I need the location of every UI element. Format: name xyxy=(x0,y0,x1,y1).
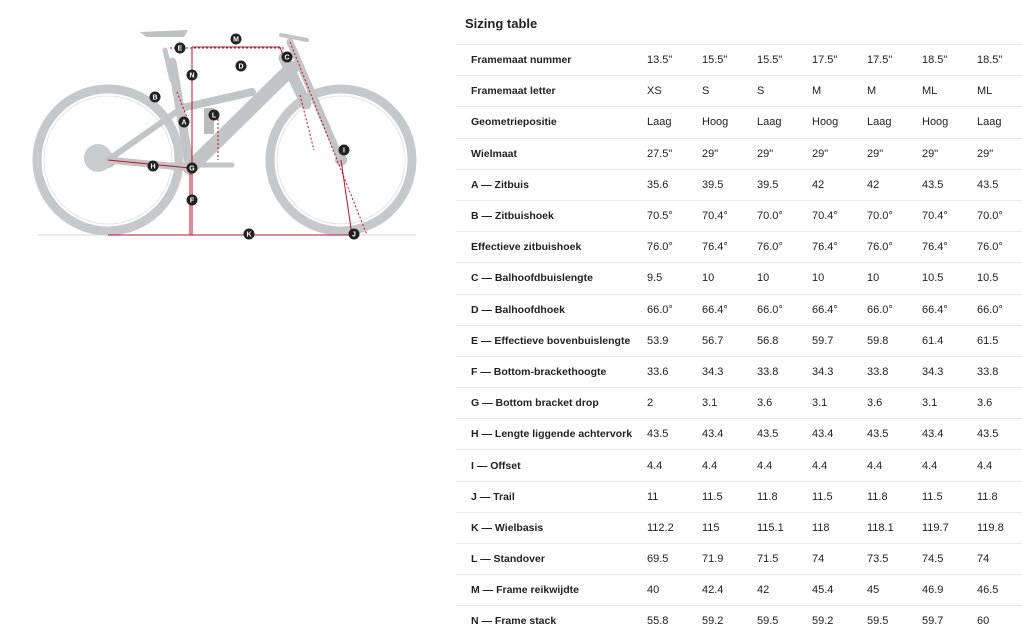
table-cell: 43.4 xyxy=(922,419,977,450)
table-cell: 4.4 xyxy=(647,450,702,481)
table-cell: 11.5 xyxy=(702,481,757,512)
table-row xyxy=(456,512,1022,543)
table-cell: 56.8 xyxy=(757,325,812,356)
table-row xyxy=(456,138,1022,169)
table-cell: 17.5" xyxy=(867,45,922,76)
table-cell: ML xyxy=(922,76,977,107)
table-row xyxy=(456,544,1022,575)
table-cell: 59.5 xyxy=(867,606,922,637)
table-cell: 74 xyxy=(977,544,1022,575)
saddle xyxy=(140,30,188,37)
table-cell: 4.4 xyxy=(812,450,867,481)
table-cell: 10 xyxy=(867,263,922,294)
table-cell: 70.0° xyxy=(977,200,1022,231)
row-label: Effectieve zitbuishoek xyxy=(456,232,647,263)
table-cell: 42 xyxy=(867,169,922,200)
table-cell: 70.4° xyxy=(922,200,977,231)
table-cell: 71.9 xyxy=(702,544,757,575)
table-cell: Hoog xyxy=(812,107,867,138)
row-label: M — Frame reikwijdte xyxy=(456,575,647,606)
sizing-table-body xyxy=(456,45,1022,637)
table-cell: 3.6 xyxy=(757,388,812,419)
table-cell: Laag xyxy=(977,107,1022,138)
table-cell: 66.0° xyxy=(977,294,1022,325)
table-cell: M xyxy=(812,76,867,107)
table-cell: 70.0° xyxy=(757,200,812,231)
svg-text:N: N xyxy=(189,72,195,80)
marker-N xyxy=(187,70,198,81)
table-cell: 15.5" xyxy=(702,45,757,76)
table-cell: 43.5 xyxy=(867,419,922,450)
table-cell: 42 xyxy=(757,575,812,606)
table-cell: 66.0° xyxy=(867,294,922,325)
table-cell: 4.4 xyxy=(977,450,1022,481)
marker-D xyxy=(236,61,247,72)
table-cell: 59.2 xyxy=(702,606,757,637)
table-cell: 34.3 xyxy=(702,356,757,387)
table-cell: 34.3 xyxy=(922,356,977,387)
table-cell: 74 xyxy=(812,544,867,575)
marker-M xyxy=(231,34,242,45)
table-cell: 42.4 xyxy=(702,575,757,606)
table-cell: 118 xyxy=(812,512,867,543)
table-cell: Laag xyxy=(757,107,812,138)
table-cell: 115.1 xyxy=(757,512,812,543)
row-label: A — Zitbuis xyxy=(456,169,647,200)
row-label: L — Standover xyxy=(456,544,647,575)
sizing-table xyxy=(456,44,1022,637)
table-cell: 43.5 xyxy=(977,169,1022,200)
table-row xyxy=(456,481,1022,512)
table-cell: Laag xyxy=(867,107,922,138)
table-cell: 76.4° xyxy=(812,232,867,263)
table-cell: 29" xyxy=(757,138,812,169)
table-row xyxy=(456,294,1022,325)
table-cell: 4.4 xyxy=(702,450,757,481)
row-label: H — Lengte liggende achtervork xyxy=(456,419,647,450)
marker-L xyxy=(209,110,220,121)
table-cell: 76.4° xyxy=(702,232,757,263)
table-cell: 15.5" xyxy=(757,45,812,76)
svg-text:F: F xyxy=(189,197,195,205)
table-cell: 33.8 xyxy=(867,356,922,387)
table-cell: 71.5 xyxy=(757,544,812,575)
table-cell: Hoog xyxy=(702,107,757,138)
table-cell: 76.0° xyxy=(977,232,1022,263)
table-cell: 66.0° xyxy=(757,294,812,325)
table-cell: 55.8 xyxy=(647,606,702,637)
sizing-table-section xyxy=(456,0,1022,631)
table-cell: 3.6 xyxy=(977,388,1022,419)
table-cell: 4.4 xyxy=(922,450,977,481)
table-cell: 27.5" xyxy=(647,138,702,169)
row-label: Wielmaat xyxy=(456,138,647,169)
table-cell: 17.5" xyxy=(812,45,867,76)
table-cell: 18.5" xyxy=(977,45,1022,76)
svg-text:D: D xyxy=(238,63,244,71)
table-cell: 119.7 xyxy=(922,512,977,543)
table-cell: 69.5 xyxy=(647,544,702,575)
table-row xyxy=(456,419,1022,450)
table-cell: 46.9 xyxy=(922,575,977,606)
table-cell: 76.0° xyxy=(647,232,702,263)
table-cell: 18.5" xyxy=(922,45,977,76)
table-cell: 59.7 xyxy=(812,325,867,356)
svg-text:J: J xyxy=(352,231,356,239)
table-cell: M xyxy=(867,76,922,107)
table-cell: 13.5" xyxy=(647,45,702,76)
table-cell: 9.5 xyxy=(647,263,702,294)
table-cell: 11.8 xyxy=(757,481,812,512)
table-cell: 10 xyxy=(812,263,867,294)
table-cell: Laag xyxy=(647,107,702,138)
marker-A xyxy=(179,117,190,128)
table-row xyxy=(456,606,1022,637)
table-cell: 35.6 xyxy=(647,169,702,200)
table-cell: 11.5 xyxy=(922,481,977,512)
table-cell: 33.6 xyxy=(647,356,702,387)
table-cell: 119.8 xyxy=(977,512,1022,543)
table-cell: 76.0° xyxy=(757,232,812,263)
table-cell: 3.1 xyxy=(812,388,867,419)
marker-E xyxy=(175,43,186,54)
table-cell: 29" xyxy=(702,138,757,169)
table-row xyxy=(456,107,1022,138)
table-cell: 66.4° xyxy=(922,294,977,325)
table-cell: 3.1 xyxy=(922,388,977,419)
table-cell: 76.0° xyxy=(867,232,922,263)
row-label: E — Effectieve bovenbuislengte xyxy=(456,325,647,356)
table-cell: 61.4 xyxy=(922,325,977,356)
table-cell: 33.8 xyxy=(977,356,1022,387)
table-cell: 70.4° xyxy=(812,200,867,231)
table-cell: 70.4° xyxy=(702,200,757,231)
table-cell: 73.5 xyxy=(867,544,922,575)
table-cell: 10 xyxy=(702,263,757,294)
marker-K xyxy=(244,229,255,240)
marker-J xyxy=(349,229,360,240)
table-cell: 10.5 xyxy=(922,263,977,294)
table-row xyxy=(456,356,1022,387)
table-cell: 3.1 xyxy=(702,388,757,419)
row-label: K — Wielbasis xyxy=(456,512,647,543)
table-cell: 59.5 xyxy=(757,606,812,637)
table-cell: XS xyxy=(647,76,702,107)
table-cell: 76.4° xyxy=(922,232,977,263)
table-cell: 74.5 xyxy=(922,544,977,575)
table-row xyxy=(456,325,1022,356)
row-label: Framemaat letter xyxy=(456,76,647,107)
table-cell: 40 xyxy=(647,575,702,606)
marker-G xyxy=(187,163,198,174)
table-cell: 39.5 xyxy=(757,169,812,200)
table-cell: 43.5 xyxy=(757,419,812,450)
table-cell: 115 xyxy=(702,512,757,543)
row-label: B — Zitbuishoek xyxy=(456,200,647,231)
table-cell: 46.5 xyxy=(977,575,1022,606)
row-label: I — Offset xyxy=(456,450,647,481)
bike-geometry-diagram xyxy=(22,20,427,252)
row-label: Geometriepositie xyxy=(456,107,647,138)
sizing-table-title: Sizing table xyxy=(465,16,538,31)
svg-text:L: L xyxy=(211,112,217,120)
row-label: J — Trail xyxy=(456,481,647,512)
marker-F xyxy=(187,195,198,206)
table-row xyxy=(456,232,1022,263)
svg-text:C: C xyxy=(284,54,290,62)
row-label: D — Balhoofdhoek xyxy=(456,294,647,325)
table-cell: 4.4 xyxy=(867,450,922,481)
table-cell: 33.8 xyxy=(757,356,812,387)
svg-text:A: A xyxy=(181,119,187,127)
table-cell: 11 xyxy=(647,481,702,512)
marker-H xyxy=(148,161,159,172)
table-cell: 60 xyxy=(977,606,1022,637)
bike-geometry-svg xyxy=(22,20,427,252)
table-cell: 2 xyxy=(647,388,702,419)
table-cell: 39.5 xyxy=(702,169,757,200)
table-cell: 70.0° xyxy=(867,200,922,231)
table-cell: 118.1 xyxy=(867,512,922,543)
table-cell: 43.5 xyxy=(647,419,702,450)
table-cell: 70.5° xyxy=(647,200,702,231)
marker-B xyxy=(150,92,161,103)
table-cell: 29" xyxy=(867,138,922,169)
table-cell: 43.4 xyxy=(812,419,867,450)
table-row xyxy=(456,45,1022,76)
table-cell: ML xyxy=(977,76,1022,107)
svg-text:K: K xyxy=(246,231,252,239)
table-cell: 59.8 xyxy=(867,325,922,356)
table-cell: S xyxy=(757,76,812,107)
table-cell: 3.6 xyxy=(867,388,922,419)
table-cell: S xyxy=(702,76,757,107)
table-cell: 53.9 xyxy=(647,325,702,356)
svg-text:B: B xyxy=(152,94,158,102)
svg-text:G: G xyxy=(189,165,195,173)
table-row xyxy=(456,388,1022,419)
table-row xyxy=(456,76,1022,107)
row-label: N — Frame stack xyxy=(456,606,647,637)
table-cell: 11.5 xyxy=(812,481,867,512)
table-cell: 42 xyxy=(812,169,867,200)
table-cell: 59.7 xyxy=(922,606,977,637)
table-row xyxy=(456,575,1022,606)
table-row xyxy=(456,169,1022,200)
table-cell: 59.2 xyxy=(812,606,867,637)
table-cell: 11.8 xyxy=(977,481,1022,512)
row-label: C — Balhoofdbuislengte xyxy=(456,263,647,294)
table-cell: 43.5 xyxy=(922,169,977,200)
table-cell: 43.4 xyxy=(702,419,757,450)
table-cell: 45 xyxy=(867,575,922,606)
table-cell: 61.5 xyxy=(977,325,1022,356)
table-cell: 43.5 xyxy=(977,419,1022,450)
table-cell: 29" xyxy=(812,138,867,169)
table-row xyxy=(456,450,1022,481)
table-cell: 66.4° xyxy=(702,294,757,325)
table-cell: 56.7 xyxy=(702,325,757,356)
row-label: Framemaat nummer xyxy=(456,45,647,76)
marker-I xyxy=(339,145,350,156)
svg-text:E: E xyxy=(177,45,183,53)
table-cell: 45.4 xyxy=(812,575,867,606)
table-row xyxy=(456,200,1022,231)
svg-text:H: H xyxy=(150,163,156,171)
table-cell: 10.5 xyxy=(977,263,1022,294)
table-cell: 66.4° xyxy=(812,294,867,325)
table-cell: 34.3 xyxy=(812,356,867,387)
table-cell: 29" xyxy=(977,138,1022,169)
table-cell: 29" xyxy=(922,138,977,169)
svg-text:I: I xyxy=(343,147,345,155)
row-label: F — Bottom-brackethoogte xyxy=(456,356,647,387)
table-cell: 112.2 xyxy=(647,512,702,543)
marker-C xyxy=(282,52,293,63)
row-label: G — Bottom bracket drop xyxy=(456,388,647,419)
table-row xyxy=(456,263,1022,294)
table-cell: 10 xyxy=(757,263,812,294)
svg-text:M: M xyxy=(233,36,239,44)
table-cell: Hoog xyxy=(922,107,977,138)
table-cell: 4.4 xyxy=(757,450,812,481)
table-cell: 66.0° xyxy=(647,294,702,325)
table-cell: 11.8 xyxy=(867,481,922,512)
